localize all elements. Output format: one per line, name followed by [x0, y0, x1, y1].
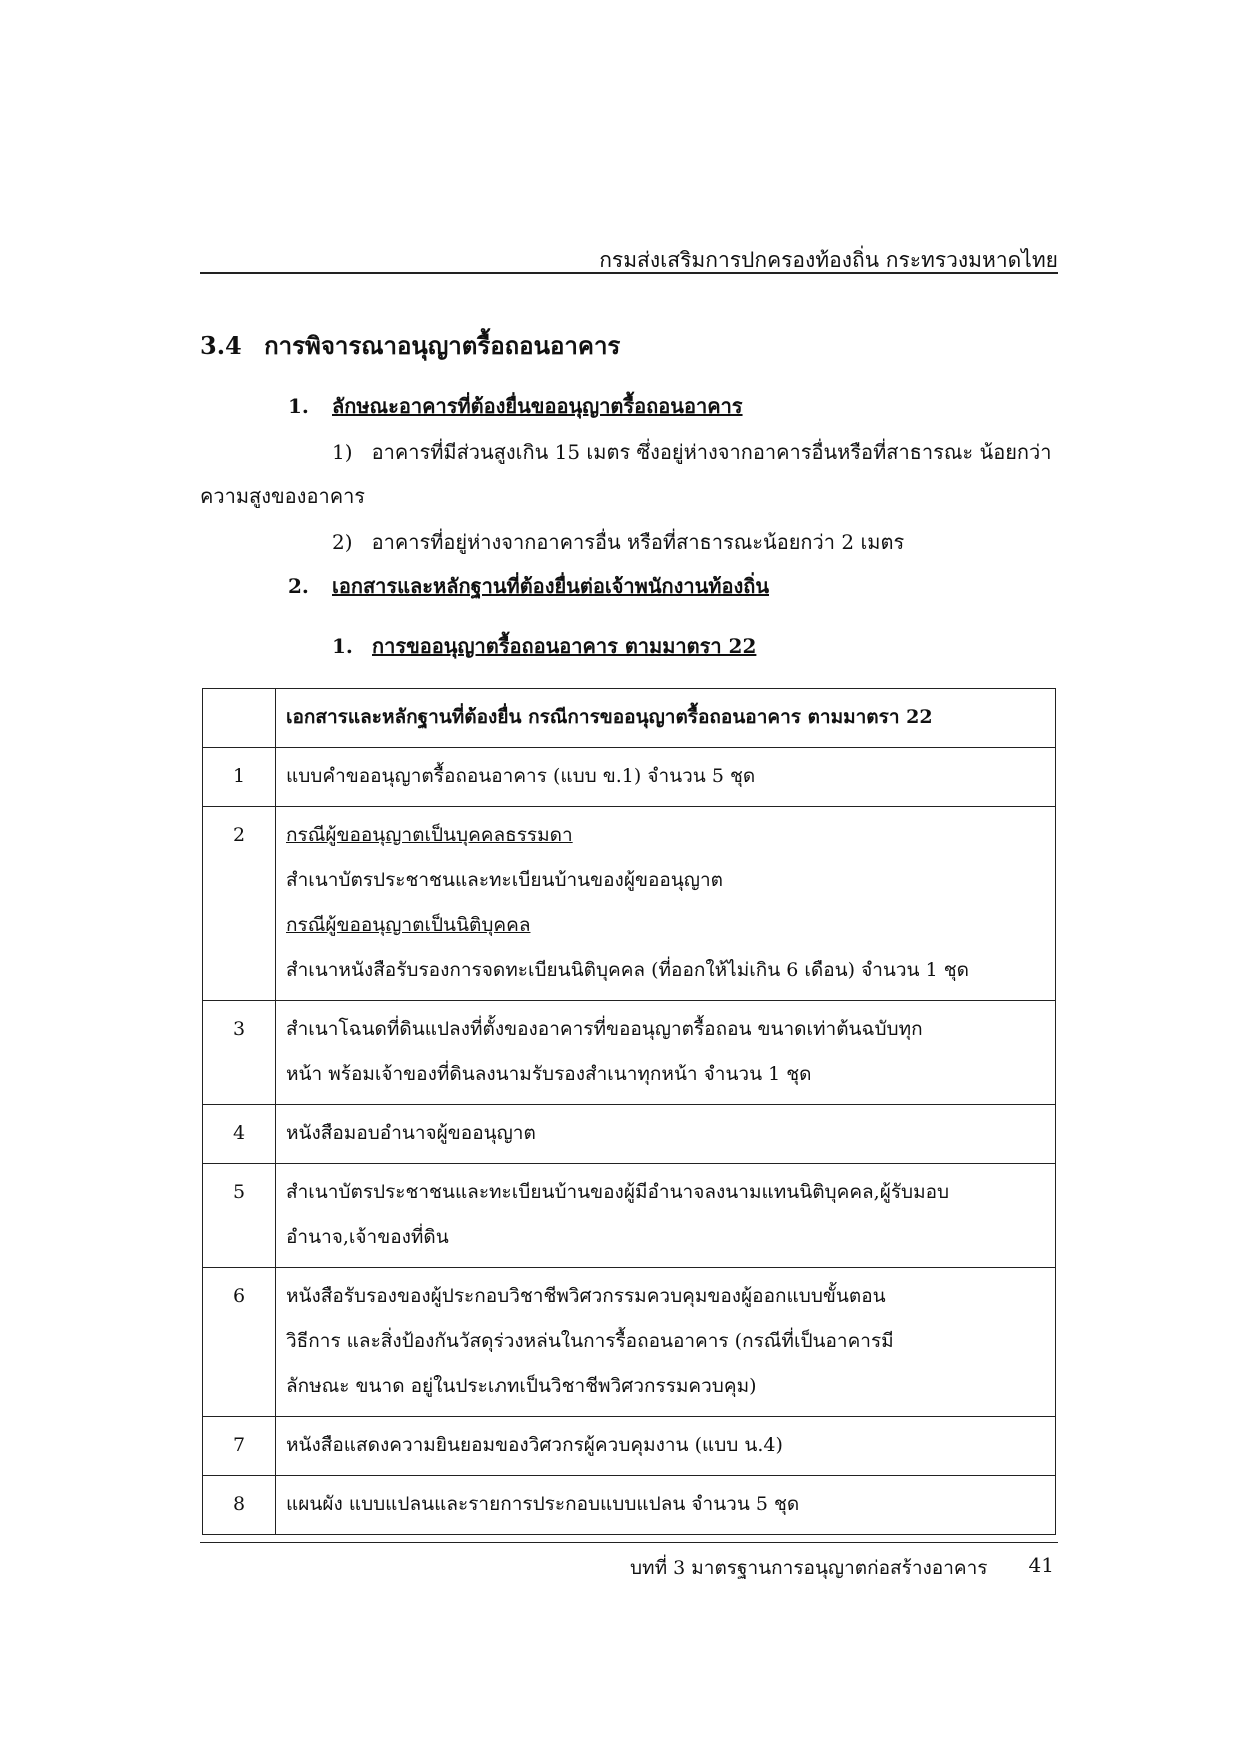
table-row	[203, 1417, 1056, 1476]
table-row	[203, 807, 1056, 1001]
footer-rule	[200, 1542, 1058, 1543]
row-number-cell: 3	[203, 1001, 276, 1105]
row-content-cell	[276, 748, 1056, 807]
heading-2-text: เอกสารและหลักฐานที่ต้องยื่นต่อเจ้าพนักงานท้องถิ่น	[332, 574, 770, 598]
row-content-cell	[276, 1001, 1056, 1105]
page-number: 41	[1028, 1553, 1054, 1577]
section-title	[200, 326, 620, 365]
section-number: 3.4	[200, 331, 242, 360]
row-line: สำเนาหนังสือรับรองการจดทะเบียนนิติบุคคล (ที่ออกให้ไม่เกิน 6 เดือน) จำนวน 1 ชุด	[286, 959, 969, 981]
heading-3-text: การขออนุญาตรื้อถอนอาคาร ตามมาตรา 22	[372, 634, 757, 658]
row-content-cell	[276, 1268, 1056, 1417]
heading-1-number: 1.	[288, 394, 309, 418]
paragraph-1	[332, 436, 1052, 468]
row-line: หนังสือรับรองของผู้ประกอบวิชาชีพวิศวกรรมควบคุมของผู้ออกแบบขั้นตอน	[286, 1285, 886, 1307]
paragraph-2-number: 2)	[332, 530, 353, 554]
row-content-cell	[276, 1105, 1056, 1164]
row-content-cell	[276, 1164, 1056, 1268]
row-line: สำเนาบัตรประชาชนและทะเบียนบ้านของผู้ขออนุญาต	[286, 869, 723, 891]
heading-1-text: ลักษณะอาคารที่ต้องยื่นขออนุญาตรื้อถอนอาคาร	[332, 394, 743, 418]
row-content-cell	[276, 1417, 1056, 1476]
row-number-cell: 8	[203, 1476, 276, 1535]
heading-2	[288, 570, 769, 602]
row-number-cell: 6	[203, 1268, 276, 1417]
row-line: อำนาจ,เจ้าของที่ดิน	[286, 1226, 449, 1248]
row-line: แผนผัง แบบแปลนและรายการประกอบแบบแปลน จำนวน 5 ชุด	[286, 1493, 800, 1515]
row-content-cell	[276, 1476, 1056, 1535]
paragraph-1-continuation: ความสูงของอาคาร	[200, 484, 366, 508]
row-content-cell	[276, 807, 1056, 1001]
documents-table	[202, 688, 1056, 1535]
footer-chapter: บทที่ 3 มาตรฐานการอนุญาตก่อสร้างอาคาร	[630, 1557, 988, 1579]
row-line: กรณีผู้ขออนุญาตเป็นบุคคลธรรมดา	[286, 824, 573, 846]
row-line: หน้า พร้อมเจ้าของที่ดินลงนามรับรองสำเนาทุกหน้า จำนวน 1 ชุด	[286, 1063, 812, 1085]
table-row	[203, 1105, 1056, 1164]
heading-3	[332, 630, 756, 662]
heading-3-number: 1.	[332, 634, 353, 658]
row-line: กรณีผู้ขออนุญาตเป็นนิติบุคคล	[286, 914, 531, 936]
row-line: หนังสือแสดงความยินยอมของวิศวกรผู้ควบคุมงาน (แบบ น.4)	[286, 1434, 783, 1456]
table-header-cell: เอกสารและหลักฐานที่ต้องยื่น กรณีการขออนุญาตรื้อถอนอาคาร ตามมาตรา 22	[276, 689, 1056, 748]
paragraph-1-line1: อาคารที่มีส่วนสูงเกิน 15 เมตร ซึ่งอยู่ห่างจากอาคารอื่นหรือที่สาธารณะ น้อยกว่า	[371, 440, 1052, 464]
row-line: วิธีการ และสิ่งป้องกันวัสดุร่วงหล่นในการรื้อถอนอาคาร (กรณีที่เป็นอาคารมี	[286, 1330, 894, 1352]
row-number-cell: 2	[203, 807, 276, 1001]
row-line: สำเนาบัตรประชาชนและทะเบียนบ้านของผู้มีอำนาจลงนามแทนนิติบุคคล,ผู้รับมอบ	[286, 1181, 950, 1203]
table-row	[203, 1476, 1056, 1535]
heading-1	[288, 390, 743, 422]
table-header-number-cell	[203, 689, 276, 748]
row-number-cell: 4	[203, 1105, 276, 1164]
row-line: หนังสือมอบอำนาจผู้ขออนุญาต	[286, 1122, 536, 1144]
header-rule	[200, 272, 1058, 274]
row-line: ลักษณะ ขนาด อยู่ในประเภทเป็นวิชาชีพวิศวกรรมควบคุม)	[286, 1375, 757, 1397]
section-title-text: การพิจารณาอนุญาตรื้อถอนอาคาร	[264, 331, 621, 360]
table-row	[203, 1164, 1056, 1268]
table-row	[203, 1001, 1056, 1105]
table-row	[203, 748, 1056, 807]
row-number-cell: 1	[203, 748, 276, 807]
row-line: สำเนาโฉนดที่ดินแปลงที่ตั้งของอาคารที่ขออนุญาตรื้อถอน ขนาดเท่าต้นฉบับทุก	[286, 1018, 923, 1040]
paragraph-2	[332, 526, 904, 558]
table-header-row	[203, 689, 1056, 748]
heading-2-number: 2.	[288, 574, 309, 598]
paragraph-2-text: อาคารที่อยู่ห่างจากอาคารอื่น หรือที่สาธารณะน้อยกว่า 2 เมตร	[371, 530, 905, 554]
row-number-cell: 5	[203, 1164, 276, 1268]
running-header: กรมส่งเสริมการปกครองท้องถิ่น กระทรวงมหาดไทย	[599, 248, 1058, 272]
table-row	[203, 1268, 1056, 1417]
row-number-cell: 7	[203, 1417, 276, 1476]
row-line: แบบคำขออนุญาตรื้อถอนอาคาร (แบบ ข.1) จำนวน 5 ชุด	[286, 765, 756, 787]
paragraph-1-number: 1)	[332, 440, 353, 464]
